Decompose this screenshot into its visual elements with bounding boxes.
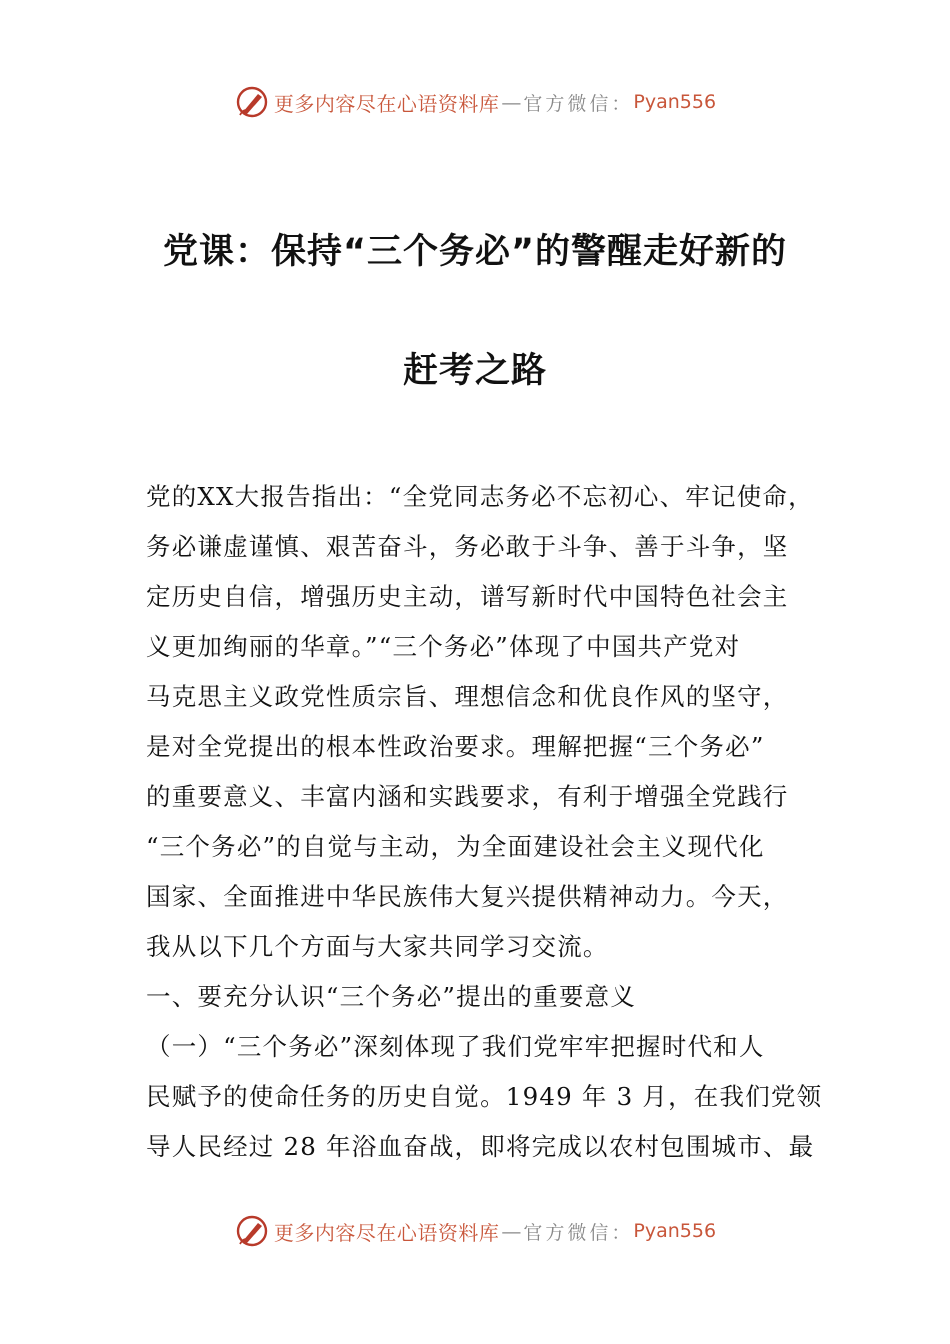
banner-wechat-label: 官方微信： [523,1221,634,1244]
body-line: 是对全党提出的根本性政治要求。理解把握“三个务必” [146,732,765,761]
body-line: （一）“三个务必”深刻体现了我们党牢牢把握时代和人 [146,1032,765,1061]
pen-logo-icon [234,84,270,120]
body-line: 国家、全面推进中华民族伟大复兴提供精神动力。今天， [146,882,789,911]
body-line: 民赋予的使命任务的历史自觉。1949 年 3 月，在我们党领 [146,1082,823,1111]
body-line: “三个务必”的自觉与主动，为全面建设社会主义现代化 [146,832,765,861]
body-line: 导人民经过 28 年浴血奋战，即将完成以农村包围城市、最 [146,1132,815,1161]
section-heading: 一、要充分认识“三个务必”提出的重要意义 [146,982,637,1011]
body-line: 党的XX大报告指出：“全党同志务必不忘初心、牢记使命， [146,482,814,511]
document-title-line-2: 赶考之路 [402,351,547,391]
pen-logo-icon [234,1213,270,1249]
body-line: 的重要意义、丰富内涵和实践要求，有利于增强全党践行 [146,782,789,811]
header-banner [0,82,950,122]
banner-dash: — [501,1219,522,1243]
body-line: 义更加绚丽的华章。”“三个务必”体现了中国共产党对 [146,632,741,661]
document-title-line-1: 党课：保持“三个务必”的警醒走好新的 [162,232,787,272]
body-line: 定历史自信，增强历史主动，谱写新时代中国特色社会主 [146,582,789,611]
banner-text: 更多内容尽在心语资料库 [273,1220,500,1245]
banner-wechat-id: Pyan556 [633,1220,717,1242]
banner-dash: — [501,90,522,114]
body-line: 马克思主义政党性质宗旨、理想信念和优良作风的坚守， [146,682,789,711]
body-line: 务必谦虚谨慎、艰苦奋斗，务必敢于斗争、善于斗争，坚 [146,532,789,561]
banner-wechat-id: Pyan556 [633,91,717,113]
body-line: 我从以下几个方面与大家共同学习交流。 [146,932,609,961]
banner-wechat-label: 官方微信： [523,92,634,115]
footer-banner [0,1211,950,1251]
banner-text: 更多内容尽在心语资料库 [273,91,500,116]
